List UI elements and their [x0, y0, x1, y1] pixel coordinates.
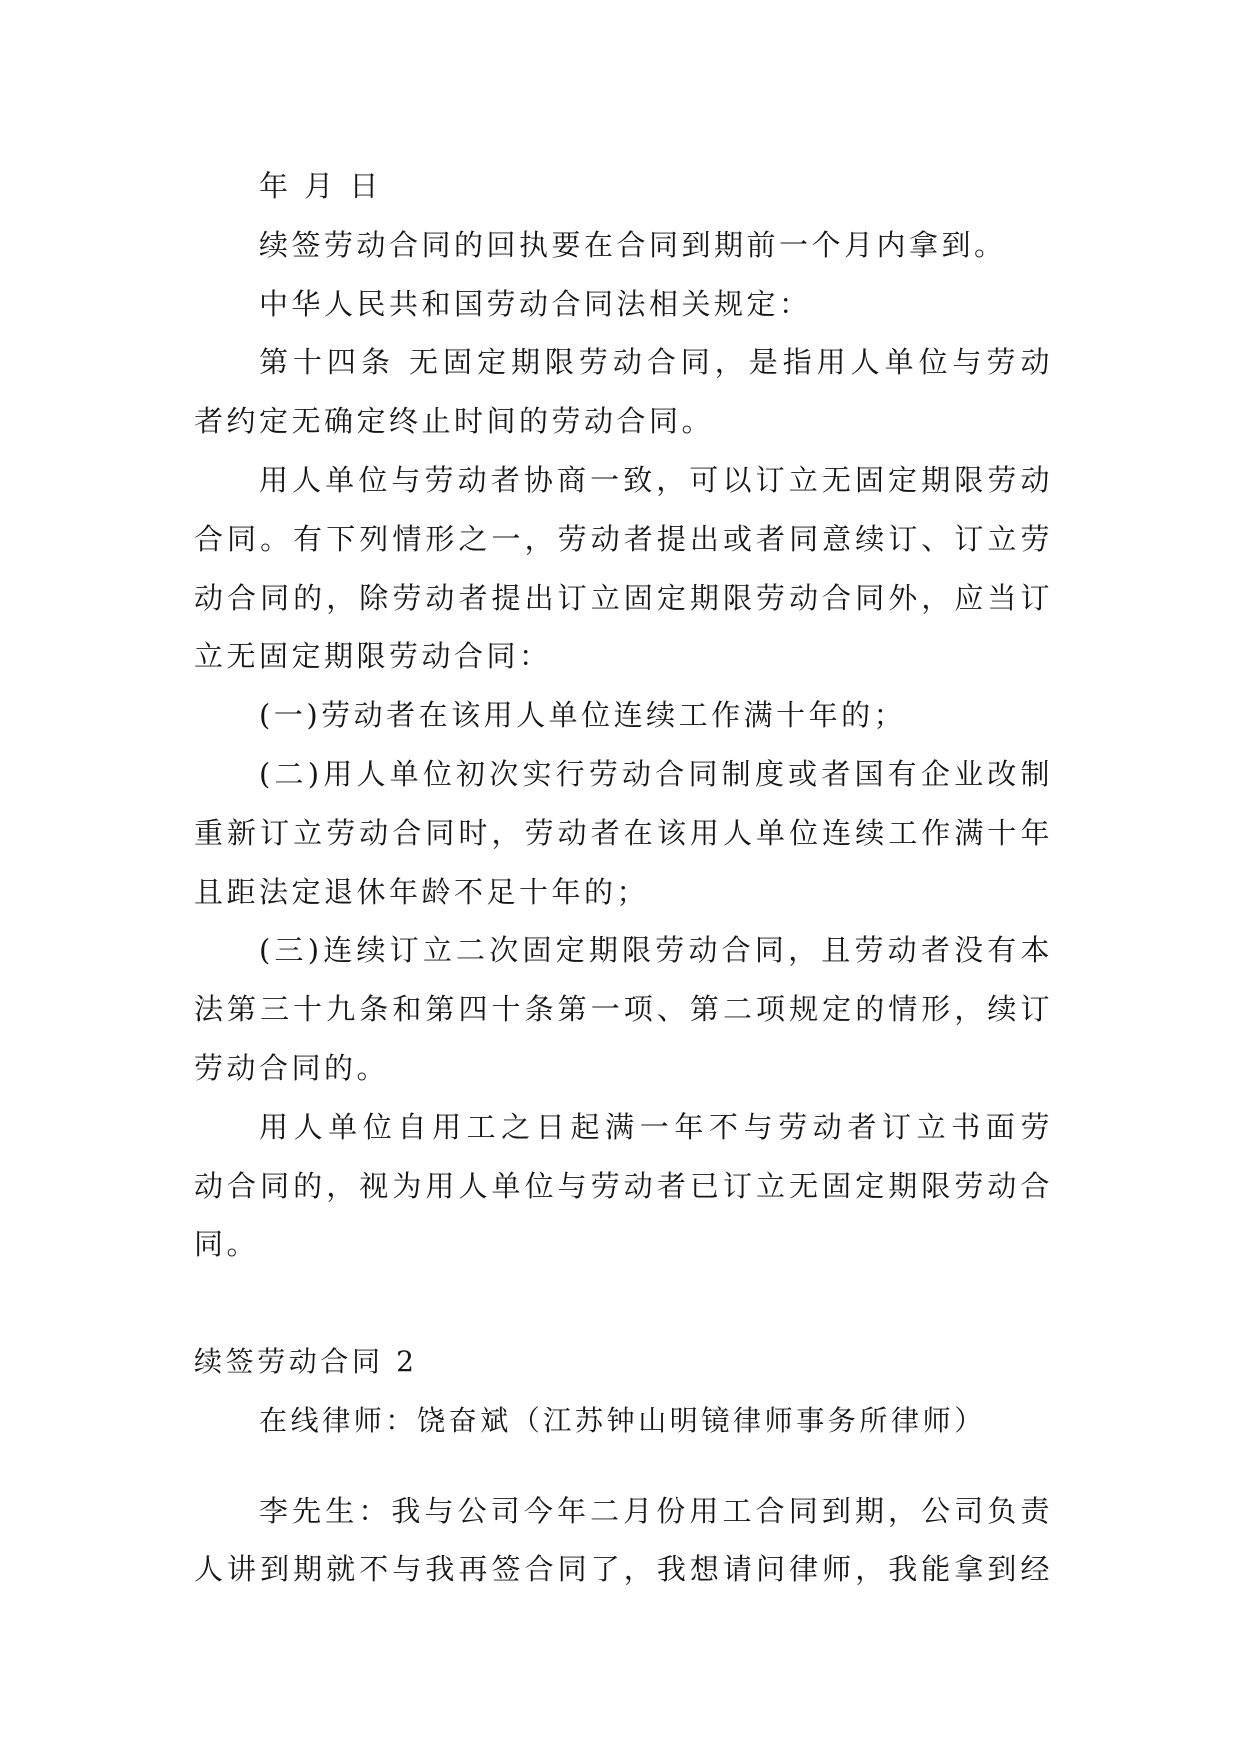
question-line: 人讲到期就不与我再签合同了，我想请问律师，我能拿到经	[194, 1552, 1053, 1587]
paragraph-line: 同。	[194, 1227, 260, 1262]
paragraph-line: 动合同的，视为用人单位与劳动者已订立无固定期限劳动合	[194, 1168, 1053, 1203]
paragraph-line: 中华人民共和国劳动合同法相关规定：	[259, 286, 812, 321]
paragraph	[194, 216, 1053, 275]
paragraph-line: 重新订立劳动合同时，劳动者在该用人单位连续工作满十年	[194, 815, 1053, 850]
paragraph-line: 合同。有下列情形之一，劳动者提出或者同意续订、订立劳	[194, 521, 1053, 556]
paragraph-line: 第十四条 无固定期限劳动合同，是指用人单位与劳动	[259, 345, 1053, 380]
paragraph-line: 续签劳动合同的回执要在合同到期前一个月内拿到。	[259, 227, 1007, 262]
paragraph	[194, 275, 1053, 334]
paragraph	[194, 921, 1053, 1097]
lawyer-line: 在线律师：饶奋斌（江苏钟山明镜律师事务所律师）	[259, 1403, 986, 1437]
paragraph-line: 且距法定退休年龄不足十年的；	[194, 874, 650, 909]
paragraph	[194, 451, 1053, 686]
paragraph-line: 用人单位自用工之日起满一年不与劳动者订立书面劳	[259, 1109, 1053, 1144]
paragraph-line: 用人单位与劳动者协商一致，可以订立无固定期限劳动	[259, 462, 1053, 497]
paragraph	[194, 333, 1053, 451]
question-paragraph	[194, 1482, 1053, 1600]
document-body	[194, 157, 1053, 1599]
paragraph	[194, 1098, 1053, 1274]
paragraph-line: 动合同的，除劳动者提出订立固定期限劳动合同外，应当订	[194, 580, 1053, 615]
paragraph	[194, 686, 1053, 745]
paragraph-line: 劳动合同的。	[194, 1050, 390, 1085]
paragraph-line: (三)连续订立二次固定期限劳动合同，且劳动者没有本	[259, 933, 1053, 968]
paragraph-line: 者约定无确定终止时间的劳动合同。	[194, 404, 715, 439]
section-title: 续签劳动合同 2	[194, 1344, 418, 1378]
date-line: 年 月 日	[259, 169, 382, 203]
paragraph-line: 立无固定期限劳动合同：	[194, 639, 552, 674]
question-line: 李先生：我与公司今年二月份用工合同到期，公司负责	[259, 1493, 1053, 1528]
paragraph-line: (一)劳动者在该用人单位连续工作满十年的；	[259, 698, 907, 733]
paragraph-line: 法第三十九条和第四十条第一项、第二项规定的情形，续订	[194, 992, 1053, 1027]
paragraph-line: (二)用人单位初次实行劳动合同制度或者国有企业改制	[259, 756, 1053, 791]
paragraph	[194, 745, 1053, 921]
